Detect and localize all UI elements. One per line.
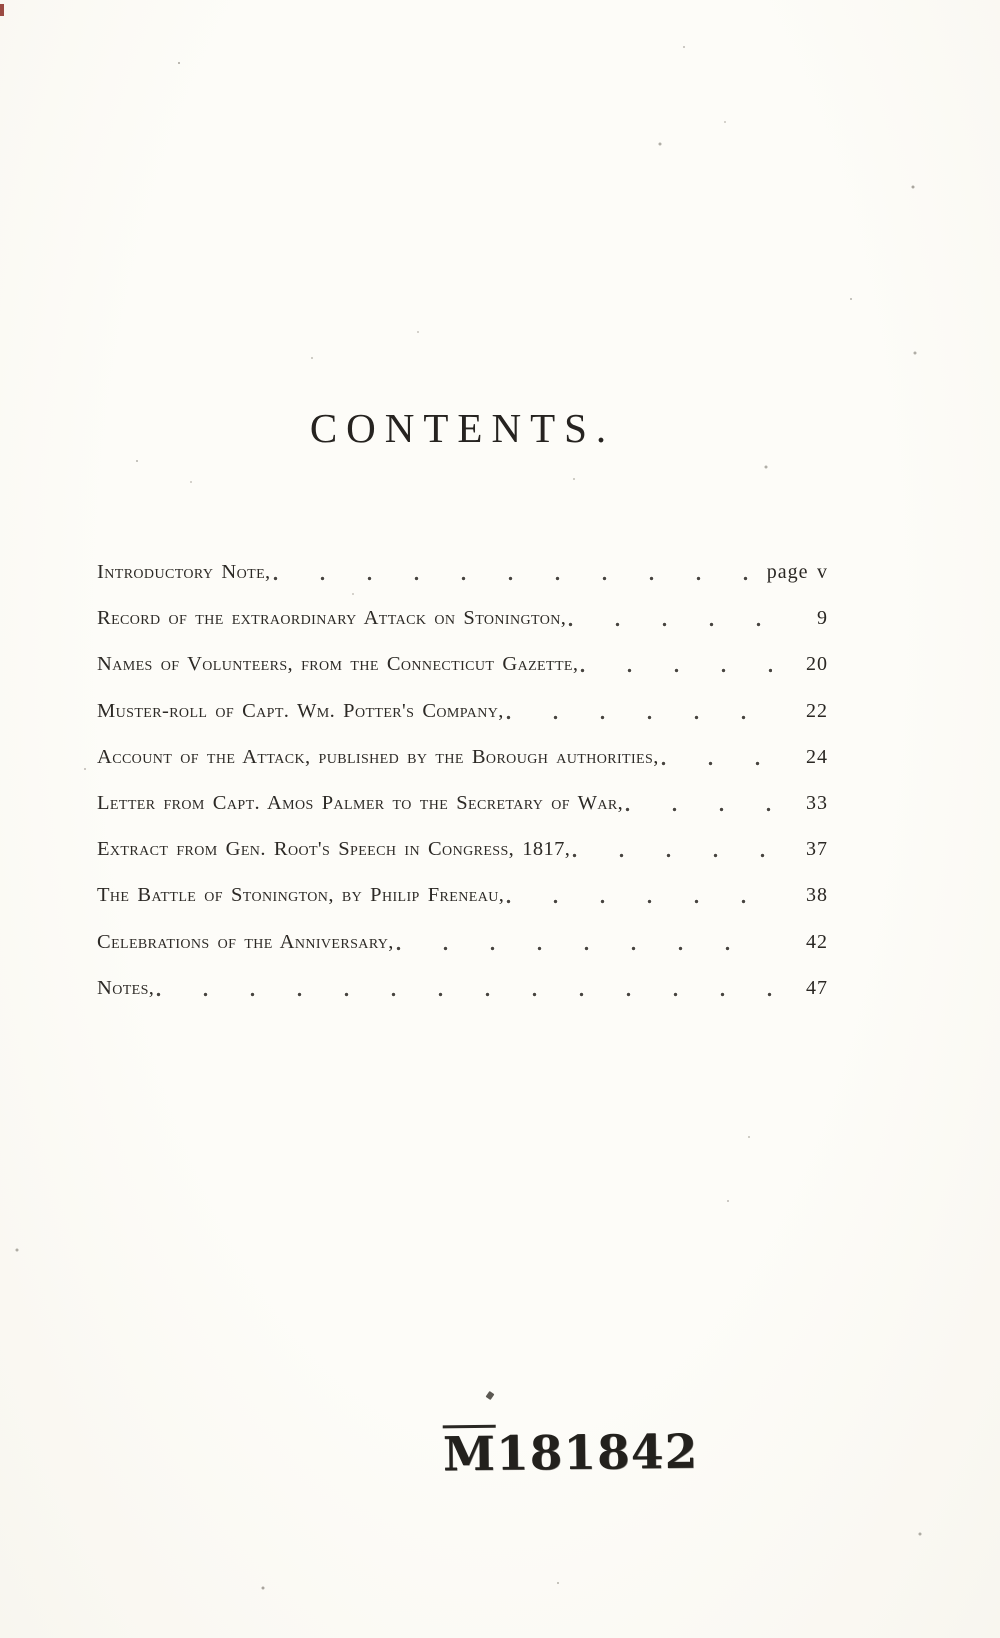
toc-entry <box>97 826 828 872</box>
table-of-contents <box>97 549 828 1011</box>
toc-entry-page: 20 <box>806 653 828 676</box>
toc-entry <box>97 595 828 641</box>
dot-leader <box>396 919 772 965</box>
toc-entry <box>97 734 828 780</box>
toc-entry-page: 24 <box>806 745 828 768</box>
toc-entry-title: Names of Volunteers, from the Connecticut Gazette, <box>97 653 579 676</box>
toc-entry-title: Introductory Note, <box>97 561 271 583</box>
toc-entry <box>97 688 828 734</box>
dot-leader <box>273 549 761 595</box>
toc-entry-title: Record of the extraordinary Attack on Stonington, <box>97 607 567 630</box>
toc-entry-page: page v <box>766 561 828 583</box>
toc-entry <box>97 919 828 965</box>
toc-entry <box>97 780 828 826</box>
toc-entry-title: Muster-roll of Capt. Wm. Potter's Company, <box>97 699 504 722</box>
dot-leader <box>506 872 772 918</box>
toc-entry-page: 9 <box>817 607 828 630</box>
toc-entry <box>97 641 828 687</box>
dot-leader <box>572 826 772 872</box>
dot-leader <box>625 780 772 826</box>
stamp-number: 181842 <box>495 1424 699 1482</box>
accession-stamp <box>443 1423 699 1483</box>
toc-entry <box>97 549 828 595</box>
dot-leader <box>506 688 772 734</box>
toc-entry-page: 33 <box>806 791 828 814</box>
toc-entry-title: Extract from Gen. Root's Speech in Congress, 1817, <box>97 838 571 861</box>
toc-entry-page: 47 <box>806 976 828 999</box>
toc-entry-title: Account of the Attack, published by the Borough authorities, <box>97 745 659 768</box>
page-title: CONTENTS. <box>309 405 616 451</box>
toc-entry-title: Notes, <box>97 976 155 999</box>
dot-leader <box>661 734 772 780</box>
dot-leader <box>580 641 772 687</box>
toc-entry <box>97 872 828 918</box>
toc-entry-page: 38 <box>806 884 828 907</box>
scan-specks <box>0 0 2 2</box>
toc-entry-title: Letter from Capt. Amos Palmer to the Secretary of War, <box>97 791 624 814</box>
toc-entry-page: 37 <box>806 838 828 861</box>
corner-ink-mark <box>0 4 4 16</box>
dot-leader <box>568 595 772 641</box>
toc-entry-title: Celebrations of the Anniversary, <box>97 930 394 953</box>
stamp-prefix: M <box>442 1426 497 1483</box>
toc-entry-page: 22 <box>806 699 828 722</box>
toc-entry <box>97 965 828 1011</box>
toc-entry-title: The Battle of Stonington, by Philip Freneau, <box>97 884 505 907</box>
dot-leader <box>156 965 772 1011</box>
toc-entry-page: 42 <box>806 930 828 953</box>
ink-speck-above-stamp <box>486 1391 495 1400</box>
